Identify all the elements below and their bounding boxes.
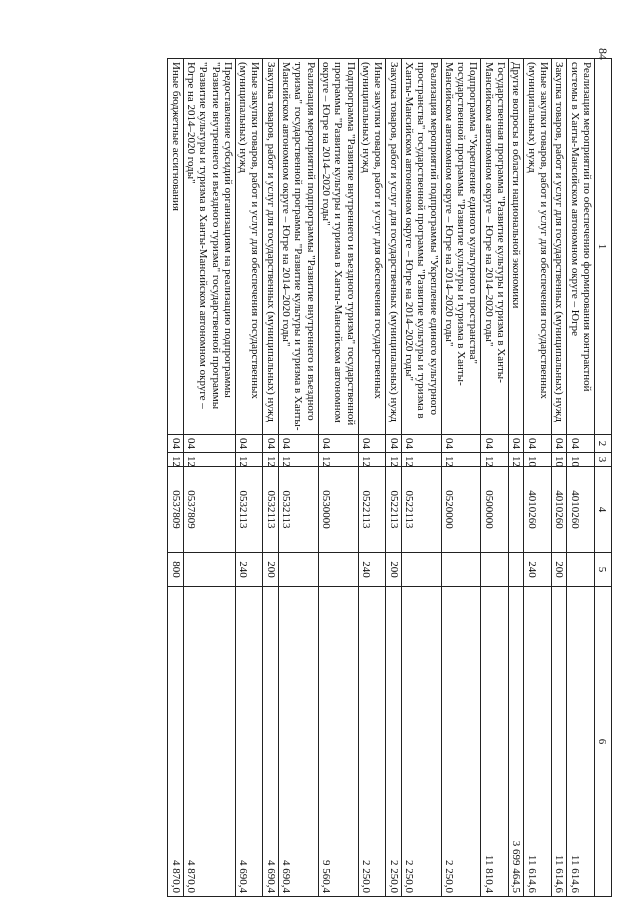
row-name-cell: Иные закупки товаров, работ и услуг для обеспечения государственных (муниципальных) нужд xyxy=(358,59,386,435)
row-target-article-cell: 0532113 xyxy=(235,467,263,553)
row-section-cell: 04 xyxy=(481,435,509,453)
row-target-article-cell: 0500000 xyxy=(481,467,509,553)
table-row xyxy=(386,59,401,897)
row-name-cell: Реализация мероприятий подпрограммы "Развитие внутреннего и въездного туризма" государственной программы "Развитие культуры и туризма в Ханты-Мансийском автономном округе – Югре на 2014–2020 годы" xyxy=(278,59,318,435)
table-row xyxy=(441,59,481,897)
row-target-article-cell: 0522113 xyxy=(386,467,401,553)
row-section-cell: 04 xyxy=(509,435,524,453)
row-name-cell: Закупка товаров, работ и услуг для государственных (муниципальных) нужд xyxy=(386,59,401,435)
row-amount-cell: 11 614,6 xyxy=(567,587,595,897)
row-expense-type-cell xyxy=(318,553,358,587)
header-expense-type: 5 xyxy=(595,553,612,587)
row-target-article-cell: 0532113 xyxy=(263,467,278,553)
row-section-cell: 04 xyxy=(524,435,552,453)
table-body xyxy=(168,59,595,897)
row-section-cell: 04 xyxy=(552,435,567,453)
row-amount-cell: 4 870,0 xyxy=(168,587,183,897)
row-amount-cell: 9 560,4 xyxy=(318,587,358,897)
table-row xyxy=(263,59,278,897)
table-row xyxy=(235,59,263,897)
row-subsection-cell: 10 xyxy=(552,453,567,467)
row-name-cell: Подпрограмма "Развитие внутреннего и въездного туризма" государственной программы "Развитие культуры и туризма в Ханты-Мансийском автономном округе – Югре на 2014–2020 годы" xyxy=(318,59,358,435)
row-name-cell: Закупка товаров, работ и услуг для государственных (муниципальных) нужд xyxy=(552,59,567,435)
row-section-cell: 04 xyxy=(441,435,481,453)
row-name-cell: Иные закупки товаров, работ и услуг для обеспечения государственных (муниципальных) нужд xyxy=(235,59,263,435)
row-section-cell: 04 xyxy=(168,435,183,453)
row-section-cell: 04 xyxy=(386,435,401,453)
table-row xyxy=(278,59,318,897)
row-section-cell: 04 xyxy=(318,435,358,453)
row-target-article-cell: 4010260 xyxy=(524,467,552,553)
row-expense-type-cell xyxy=(509,553,524,587)
row-section-cell: 04 xyxy=(235,435,263,453)
row-amount-cell: 3 699 464,5 xyxy=(509,587,524,897)
header-subsection: 3 xyxy=(595,453,612,467)
row-expense-type-cell: 200 xyxy=(263,553,278,587)
row-amount-cell: 4 870,0 xyxy=(183,587,235,897)
header-target-article: 4 xyxy=(595,467,612,553)
row-target-article-cell: 0537809 xyxy=(168,467,183,553)
row-subsection-cell: 12 xyxy=(441,453,481,467)
table-row xyxy=(168,59,183,897)
row-expense-type-cell xyxy=(278,553,318,587)
row-section-cell: 04 xyxy=(567,435,595,453)
row-target-article-cell: 4010260 xyxy=(567,467,595,553)
row-amount-cell: 11 810,4 xyxy=(481,587,509,897)
row-subsection-cell: 10 xyxy=(524,453,552,467)
row-expense-type-cell: 240 xyxy=(358,553,386,587)
row-name-cell: Предоставление субсидий организациям на реализацию подпрограммы "Развитие внутреннего и въездного туризма" государственной программы "Развитие культуры и туризма в Ханты-Мансийском автономном округе – Югре на 2014–2020 годы" xyxy=(183,59,235,435)
row-name-cell: Иные закупки товаров, работ и услуг для обеспечения государственных (муниципальных) нужд xyxy=(524,59,552,435)
row-expense-type-cell xyxy=(401,553,441,587)
row-target-article-cell: 0520000 xyxy=(441,467,481,553)
row-subsection-cell: 12 xyxy=(318,453,358,467)
row-expense-type-cell: 200 xyxy=(386,553,401,587)
row-target-article-cell: 0537809 xyxy=(183,467,235,553)
page-number: 84 xyxy=(596,48,610,60)
row-amount-cell: 2 250,0 xyxy=(441,587,481,897)
row-target-article-cell xyxy=(509,467,524,553)
row-section-cell: 04 xyxy=(183,435,235,453)
table-row xyxy=(318,59,358,897)
row-expense-type-cell: 800 xyxy=(168,553,183,587)
row-expense-type-cell: 200 xyxy=(552,553,567,587)
row-subsection-cell: 12 xyxy=(235,453,263,467)
row-subsection-cell: 12 xyxy=(386,453,401,467)
row-amount-cell: 11 614,6 xyxy=(524,587,552,897)
row-subsection-cell: 12 xyxy=(278,453,318,467)
table-row xyxy=(524,59,552,897)
budget-table xyxy=(167,58,612,897)
budget-table-container xyxy=(167,58,612,896)
header-section: 2 xyxy=(595,435,612,453)
row-section-cell: 04 xyxy=(278,435,318,453)
row-expense-type-cell: 240 xyxy=(524,553,552,587)
row-subsection-cell: 10 xyxy=(567,453,595,467)
row-name-cell: Закупка товаров, работ и услуг для государственных (муниципальных) нужд xyxy=(263,59,278,435)
row-amount-cell: 4 690,4 xyxy=(235,587,263,897)
row-subsection-cell: 12 xyxy=(263,453,278,467)
row-expense-type-cell xyxy=(567,553,595,587)
table-row xyxy=(401,59,441,897)
table-row xyxy=(552,59,567,897)
row-section-cell: 04 xyxy=(263,435,278,453)
row-subsection-cell: 12 xyxy=(481,453,509,467)
table-row xyxy=(183,59,235,897)
row-amount-cell: 4 690,4 xyxy=(278,587,318,897)
row-subsection-cell: 12 xyxy=(168,453,183,467)
row-target-article-cell: 4010260 xyxy=(552,467,567,553)
row-target-article-cell: 0522113 xyxy=(401,467,441,553)
row-amount-cell: 2 250,0 xyxy=(401,587,441,897)
row-section-cell: 04 xyxy=(401,435,441,453)
row-target-article-cell: 0522113 xyxy=(358,467,386,553)
row-subsection-cell: 12 xyxy=(358,453,386,467)
row-name-cell: Другие вопросы в области национальной экономики xyxy=(509,59,524,435)
row-section-cell: 04 xyxy=(358,435,386,453)
row-target-article-cell: 0530000 xyxy=(318,467,358,553)
row-amount-cell: 2 250,0 xyxy=(358,587,386,897)
row-name-cell: Подпрограмма "Укрепление единого культурного пространства" государственной программы "Развитие культуры и туризма в Ханты-Мансийском автономном округе – Югре на 2014–2020 годы" xyxy=(441,59,481,435)
row-name-cell: Иные бюджетные ассигнования xyxy=(168,59,183,435)
table-row xyxy=(481,59,509,897)
row-target-article-cell: 0532113 xyxy=(278,467,318,553)
row-name-cell: Реализация мероприятий по обеспечению формирования контрактной системы в Ханты-Мансийском автономном округе – Югре xyxy=(567,59,595,435)
row-expense-type-cell xyxy=(183,553,235,587)
header-row xyxy=(595,59,612,897)
row-subsection-cell: 12 xyxy=(183,453,235,467)
row-name-cell: Государственная программа "Развитие культуры и туризма в Ханты-Мансийском автономном округе – Югре на 2014–2020 годы" xyxy=(481,59,509,435)
row-name-cell: Реализация мероприятий подпрограммы "Укрепление единого культурного пространства" государственной программы "Развитие культуры и туризма в Ханты-Мансийском автономном округе – Югре на 2014–2020 годы" xyxy=(401,59,441,435)
table-row xyxy=(509,59,524,897)
row-subsection-cell: 12 xyxy=(509,453,524,467)
header-amount: 6 xyxy=(595,587,612,897)
table-row xyxy=(358,59,386,897)
row-amount-cell: 11 614,6 xyxy=(552,587,567,897)
row-amount-cell: 4 690,4 xyxy=(263,587,278,897)
row-expense-type-cell: 240 xyxy=(235,553,263,587)
row-expense-type-cell xyxy=(441,553,481,587)
row-subsection-cell: 12 xyxy=(401,453,441,467)
table-row xyxy=(567,59,595,897)
row-amount-cell: 2 250,0 xyxy=(386,587,401,897)
row-expense-type-cell xyxy=(481,553,509,587)
header-name: 1 xyxy=(595,59,612,435)
